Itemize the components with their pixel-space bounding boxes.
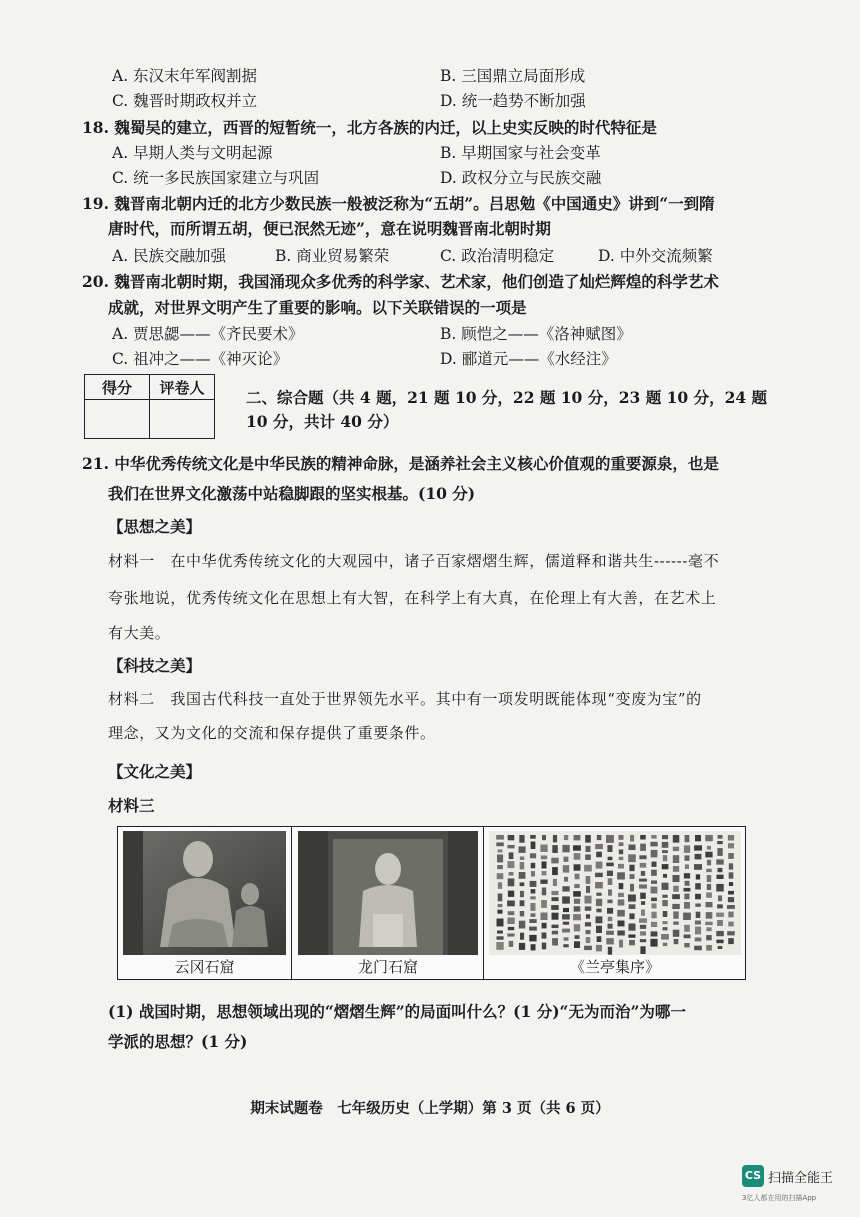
scanner-logo-icon: CS — [742, 1165, 764, 1187]
q19-stem-line1: 19. 魏晋南北朝内迁的北方少数民族一般被泛称为“五胡”。吕思勉《中国通史》讲到“一到隋 — [82, 194, 715, 213]
material1-line1: 材料一 在中华优秀传统文化的大观园中，诸子百家熠熠生辉，儒道释和谐共生------毫不 — [108, 552, 720, 570]
q19-option-d: D. 中外交流频繁 — [598, 247, 713, 265]
q18-option-b: B. 早期国家与社会变革 — [440, 144, 601, 162]
material1-line2: 夸张地说，优秀传统文化在思想上有大智，在科学上有大真，在伦理上有大善，在艺术上 — [108, 589, 717, 607]
q20-option-b: B. 顾恺之——《洛神赋图》 — [440, 325, 632, 343]
lanting-preface-image — [485, 827, 745, 979]
yungang-grottoes-image — [118, 827, 292, 979]
section-heading-line1: 二、综合题（共 4 题，21 题 10 分，22 题 10 分，23 题 10 分，24 题 — [246, 388, 768, 407]
q20-option-a: A. 贾思勰——《齐民要术》 — [112, 325, 304, 343]
score-label: 得分 — [85, 375, 150, 400]
heading-technology: 【科技之美】 — [108, 656, 202, 675]
q17-option-d: D. 统一趋势不断加强 — [440, 92, 586, 110]
longmen-grottoes-image — [293, 827, 484, 979]
q18-option-a: A. 早期人类与文明起源 — [112, 144, 273, 162]
q21-stem-line1: 21. 中华优秀传统文化是中华民族的精神命脉，是涵养社会主义核心价值观的重要源泉，也是 — [82, 454, 719, 473]
material1-line3: 有大美。 — [108, 624, 171, 642]
scanner-tagline: 3亿人都在用的扫描App — [742, 1194, 817, 1202]
material3-figure — [117, 826, 746, 980]
section-heading-line2: 10 分，共计 40 分） — [246, 412, 399, 431]
q20-stem-line2: 成就，对世界文明产生了重要的影响。以下关联错误的一项是 — [108, 298, 527, 317]
grader-cell[interactable] — [150, 400, 215, 439]
grader-label: 评卷人 — [150, 375, 215, 400]
q21-stem-line2: 我们在世界文化激荡中站稳脚跟的坚实根基。(10 分) — [108, 484, 476, 503]
q18-option-d: D. 政权分立与民族交融 — [440, 169, 602, 187]
q17-option-b: B. 三国鼎立局面形成 — [440, 67, 586, 85]
scanner-name: 扫描全能王 — [768, 1171, 834, 1186]
score-cell[interactable] — [85, 400, 150, 439]
q17-option-a: A. 东汉末年军阀割据 — [112, 67, 258, 85]
longmen-caption: 龙门石窟 — [357, 958, 418, 976]
score-table — [84, 374, 215, 439]
q20-option-c: C. 祖冲之——《神灭论》 — [112, 350, 289, 368]
material3-label: 材料三 — [108, 796, 155, 815]
heading-thought: 【思想之美】 — [108, 517, 202, 536]
material2-line2: 理念，又为文化的交流和保存提供了重要条件。 — [108, 724, 436, 742]
q21-sub1-line1: (1) 战国时期，思想领域出现的“熠熠生辉”的局面叫什么？(1 分)“无为而治”为哪一 — [108, 1002, 686, 1021]
q21-sub1-line2: 学派的思想？(1 分) — [108, 1032, 248, 1051]
q18-stem: 18. 魏蜀吴的建立，西晋的短暂统一，北方各族的内迁，以上史实反映的时代特征是 — [82, 118, 657, 137]
material2-line1: 材料二 我国古代科技一直处于世界领先水平。其中有一项发明既能体现“变废为宝”的 — [108, 690, 702, 708]
q19-option-c: C. 政治清明稳定 — [440, 247, 555, 265]
page-footer: 期末试题卷 七年级历史（上学期）第 3 页（共 6 页） — [250, 1100, 610, 1117]
q17-option-c: C. 魏晋时期政权并立 — [112, 92, 258, 110]
yungang-caption: 云冈石窟 — [174, 958, 235, 976]
q19-stem-line2: 唐时代，而所谓五胡，便已泯然无迹”，意在说明魏晋南北朝时期 — [108, 219, 551, 238]
heading-culture: 【文化之美】 — [108, 762, 202, 781]
q19-option-b: B. 商业贸易繁荣 — [275, 247, 390, 265]
lanting-caption: 《兰亭集序》 — [569, 958, 660, 976]
q19-option-a: A. 民族交融加强 — [112, 247, 227, 265]
q20-stem-line1: 20. 魏晋南北朝时期，我国涌现众多优秀的科学家、艺术家，他们创造了灿烂辉煌的科学艺术 — [82, 272, 719, 291]
q20-option-d: D. 郦道元——《水经注》 — [440, 350, 617, 368]
q18-option-c: C. 统一多民族国家建立与巩固 — [112, 169, 320, 187]
